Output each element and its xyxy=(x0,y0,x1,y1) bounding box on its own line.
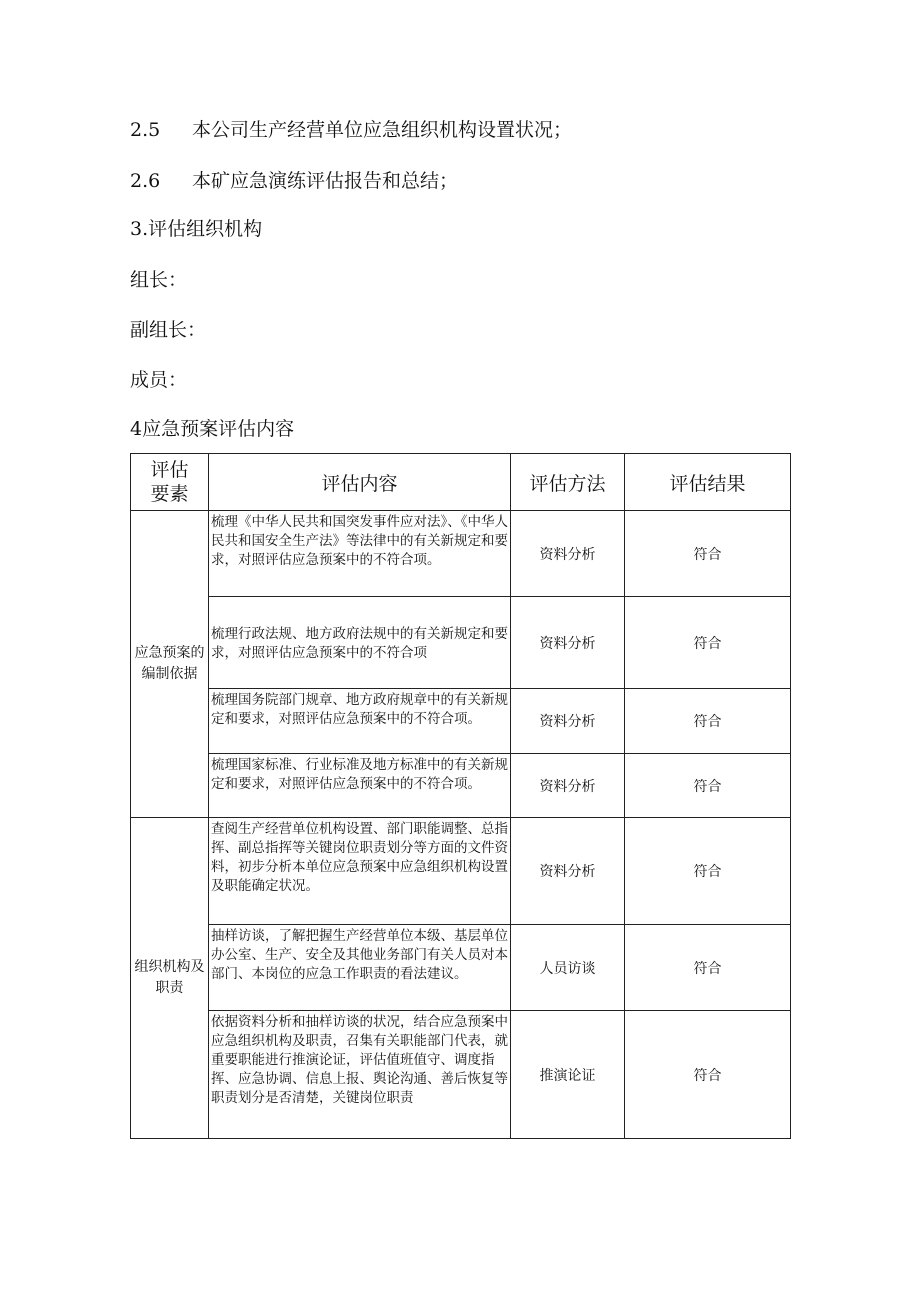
method-cell: 资料分析 xyxy=(511,689,625,754)
method-cell: 人员访谈 xyxy=(511,925,625,1011)
table-row xyxy=(131,597,791,689)
content-cell: 梳理行政法规、地方政府法规中的有关新规定和要求，对照评估应急预案中的不符合项 xyxy=(209,597,511,689)
table-row xyxy=(131,511,791,597)
header-result: 评估结果 xyxy=(625,454,791,511)
section-text: 本矿应急演练评估报告和总结； xyxy=(192,170,459,192)
section-2-5 xyxy=(130,118,572,142)
table-row xyxy=(131,689,791,754)
method-cell: 资料分析 xyxy=(511,754,625,818)
leader-label: 组长： xyxy=(130,269,188,291)
header-method: 评估方法 xyxy=(511,454,625,511)
section-number: 2.5 xyxy=(130,119,161,141)
method-cell: 资料分析 xyxy=(511,597,625,689)
method-cell: 资料分析 xyxy=(511,818,625,925)
section-number: 2.6 xyxy=(130,170,161,192)
result-cell: 符合 xyxy=(625,818,791,925)
result-cell: 符合 xyxy=(625,754,791,818)
method-cell: 资料分析 xyxy=(511,511,625,597)
header-content: 评估内容 xyxy=(209,454,511,511)
content-cell: 查阅生产经营单位机构设置、部门职能调整、总指挥、副总指挥等关键岗位职责划分等方面的文件资料，初步分析本单位应急预案中应急组织机构设置及职能确定状况。 xyxy=(209,818,511,925)
header-element-line1: 评估 xyxy=(150,459,189,481)
result-cell: 符合 xyxy=(625,597,791,689)
header-element-line2: 要素 xyxy=(150,483,189,505)
header-element xyxy=(131,454,209,511)
content-cell: 依据资料分析和抽样访谈的状况，结合应急预案中应急组织机构及职责，召集有关职能部门代表，就重要职能进行推演论证，评估值班值守、调度指挥、应急协调、信息上报、舆论沟通、善后恢复等职责划分是否清楚，关键岗位职责 xyxy=(209,1011,511,1139)
result-cell: 符合 xyxy=(625,689,791,754)
content-cell: 梳理国家标准、行业标准及地方标准中的有关新规定和要求，对照评估应急预案中的不符合项。 xyxy=(209,754,511,818)
table-row xyxy=(131,925,791,1011)
evaluation-table xyxy=(130,453,791,1139)
members-label: 成员： xyxy=(130,369,188,391)
heading-evaluation-content: 4应急预案评估内容 xyxy=(130,418,295,440)
table-row xyxy=(131,754,791,818)
result-cell: 符合 xyxy=(625,925,791,1011)
section-text: 本公司生产经营单位应急组织机构设置状况； xyxy=(192,119,573,141)
result-cell: 符合 xyxy=(625,1011,791,1139)
section-2-6 xyxy=(130,169,458,193)
table-row xyxy=(131,818,791,925)
content-cell: 梳理《中华人民共和国突发事件应对法》、《中华人民共和国安全生产法》等法律中的有关新规定和要求，对照评估应急预案中的不符合项。 xyxy=(209,511,511,597)
content-cell: 梳理国务院部门规章、地方政府规章中的有关新规定和要求，对照评估应急预案中的不符合项。 xyxy=(209,689,511,754)
heading-evaluation-organization: 3.评估组织机构 xyxy=(130,218,263,240)
result-cell: 符合 xyxy=(625,511,791,597)
table-row xyxy=(131,1011,791,1139)
group-cell-organization-duties: 组织机构及职责 xyxy=(131,818,209,1139)
content-cell: 抽样访谈，了解把握生产经营单位本级、基层单位办公室、生产、安全及其他业务部门有关人员对本部门、本岗位的应急工作职责的看法建议。 xyxy=(209,925,511,1011)
deputy-leader-label: 副组长： xyxy=(130,319,207,341)
group-cell-compilation-basis: 应急预案的编制依据 xyxy=(131,511,209,818)
method-cell: 推演论证 xyxy=(511,1011,625,1139)
table-header-row xyxy=(131,454,791,511)
